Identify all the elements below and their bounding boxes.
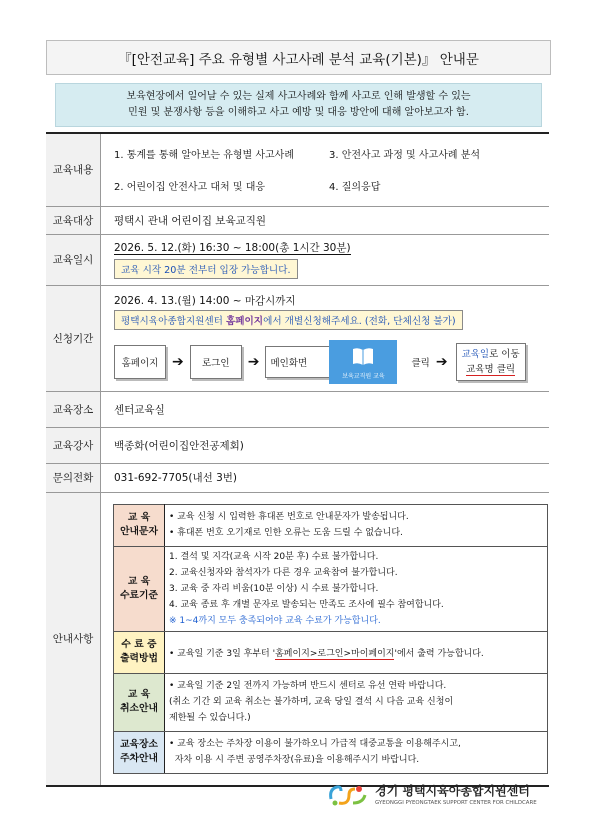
step-login: 로그인 <box>190 345 242 379</box>
intro-box <box>55 83 542 127</box>
guide-row-sms <box>114 504 548 546</box>
page-title: 『[안전교육] 주요 유형별 사고사례 분석 교육(기본)』 안내문 <box>46 40 551 75</box>
row-content <box>46 133 549 206</box>
guide-body: 1. 결석 및 지각(교육 시작 20분 후) 수료 불가합니다. 2. 교육신청자와 참석자가 다른 경우 교육참여 불가합니다. 3. 교육 중 자리 비움(10분 이상) 시 수료 불가합니다. 4. 교육 종료 후 개별 문자로 발송되는 만족도 조사에 필수 참여합니다. ※ 1~4까지 모두 충족되어야 교육 수료가 가능합니다. <box>165 546 548 631</box>
intro-line: 민원 및 분쟁사항 등을 이해하고 사고 예방 및 대응 방안에 대해 알아보고자 함. <box>128 107 469 118</box>
certificate-path: 홈페이지>로그인>마이페이지 <box>275 648 395 659</box>
guide-table <box>113 504 548 774</box>
target-value: 평택시 관내 어린이집 보육교직원 <box>101 206 550 234</box>
content-item: 2. 어린이집 안전사고 대처 및 대응 <box>114 182 266 194</box>
guide-row-cancel <box>114 673 548 731</box>
banner-caption: 보육교직원 교육 <box>342 372 385 380</box>
apply-period: 2026. 4. 13.(월) 14:00 ~ 마감시까지 <box>114 294 296 307</box>
content-item: 1. 통계를 통해 알아보는 유형별 사고사례 <box>114 150 294 162</box>
label-phone: 문의전화 <box>46 463 101 492</box>
row-guide <box>46 492 549 786</box>
apply-flow <box>114 340 548 384</box>
step-homepage: 홈페이지 <box>114 345 166 379</box>
label-place: 교육장소 <box>46 391 101 427</box>
row-place <box>46 391 549 427</box>
row-phone <box>46 463 549 492</box>
guide-row-completion <box>114 546 548 631</box>
book-icon <box>351 346 375 366</box>
staff-education-banner <box>329 340 397 384</box>
intro-line: 보육현장에서 일어날 수 있는 실제 사고사례와 함께 사고로 인해 발생할 수 있는 <box>126 91 471 102</box>
guide-label: 교 육 안내문자 <box>114 504 165 546</box>
row-schedule <box>46 234 549 285</box>
arrow-right-icon: ➔ <box>172 353 184 370</box>
schedule-datetime: 2026. 5. 12.(화) 16:30 ~ 18:00(총 1시간 30분) <box>114 242 351 254</box>
content-item: 3. 안전사고 과정 및 사고사례 분석 <box>329 150 481 162</box>
guide-body: • 교육 장소는 주차장 이용이 불가하오니 가급적 대중교통을 이용해주시고, 자차 이용 시 주변 공영주차장(유료)을 이용해주시기 바랍니다. <box>165 731 548 773</box>
label-instructor: 교육강사 <box>46 427 101 463</box>
apply-cell <box>101 285 550 391</box>
content-cell <box>101 133 550 206</box>
arrow-right-icon: ➔ <box>247 353 260 370</box>
phone-value: 031-692-7705(내선 3번) <box>101 463 550 492</box>
label-apply: 신청기간 <box>46 285 101 391</box>
step-edu-date: 교육일로 이동 교육명 클릭 <box>456 343 526 381</box>
guide-body: • 교육일 기준 3일 후부터 '홈페이지>로그인>마이페이지'에서 출력 가능합니다. <box>165 631 548 673</box>
footer-center-name-en: GYEONGGI PYEONGTAEK SUPPORT CENTER FOR CHILDCARE <box>375 800 537 806</box>
place-value: 센터교육실 <box>101 391 550 427</box>
label-content: 교육내용 <box>46 133 101 206</box>
content-grid <box>114 146 548 193</box>
center-logo-icon <box>327 781 369 807</box>
row-instructor <box>46 427 549 463</box>
schedule-cell <box>101 234 550 285</box>
schedule-note: 교육 시작 20분 전부터 입장 가능합니다. <box>114 259 298 279</box>
arrow-right-icon: ➔ <box>435 353 448 370</box>
label-guide: 안내사항 <box>46 492 101 786</box>
step-click: 클릭 <box>411 357 430 369</box>
guide-label: 교육장소 주차안내 <box>114 731 165 773</box>
info-table <box>46 132 549 787</box>
row-target <box>46 206 549 234</box>
footer-center-name: 경기 평택시육아종합지원센터 <box>375 784 530 798</box>
guide-row-parking <box>114 731 548 773</box>
instructor-value: 백종화(어린이집안전공제회) <box>101 427 550 463</box>
row-apply <box>46 285 549 391</box>
content-item: 4. 질의응답 <box>329 182 381 194</box>
guide-body: • 교육 신청 시 입력한 휴대폰 번호로 안내문자가 발송됩니다. • 휴대폰 번호 오기재로 인한 오류는 도움 드릴 수 없습니다. <box>165 504 548 546</box>
guide-row-certificate <box>114 631 548 673</box>
homepage-highlight: 홈페이지 <box>226 315 264 327</box>
footer-logo <box>327 781 537 807</box>
completion-note: ※ 1~4까지 모두 충족되어야 교육 수료가 가능합니다. <box>169 615 381 626</box>
guide-body: • 교육일 기준 2일 전까지 가능하며 반드시 센터로 유선 연락 바랍니다. (취소 기간 외 교육 취소는 불가하며, 교육 당일 결석 시 다음 교육 신청이 제한될 수 있습니다.) <box>165 673 548 731</box>
label-target: 교육대상 <box>46 206 101 234</box>
guide-cell <box>101 492 550 786</box>
guide-label: 교 육 취소안내 <box>114 673 165 731</box>
guide-label: 교 육 수료기준 <box>114 546 165 631</box>
label-schedule: 교육일시 <box>46 234 101 285</box>
guide-label: 수 료 증 출력방법 <box>114 631 165 673</box>
apply-note: 평택시육아종합지원센터 홈페이지에서 개별신청해주세요. (전화, 단체신청 불가) <box>114 310 463 330</box>
step-main-label: 메인화면 <box>270 357 308 369</box>
